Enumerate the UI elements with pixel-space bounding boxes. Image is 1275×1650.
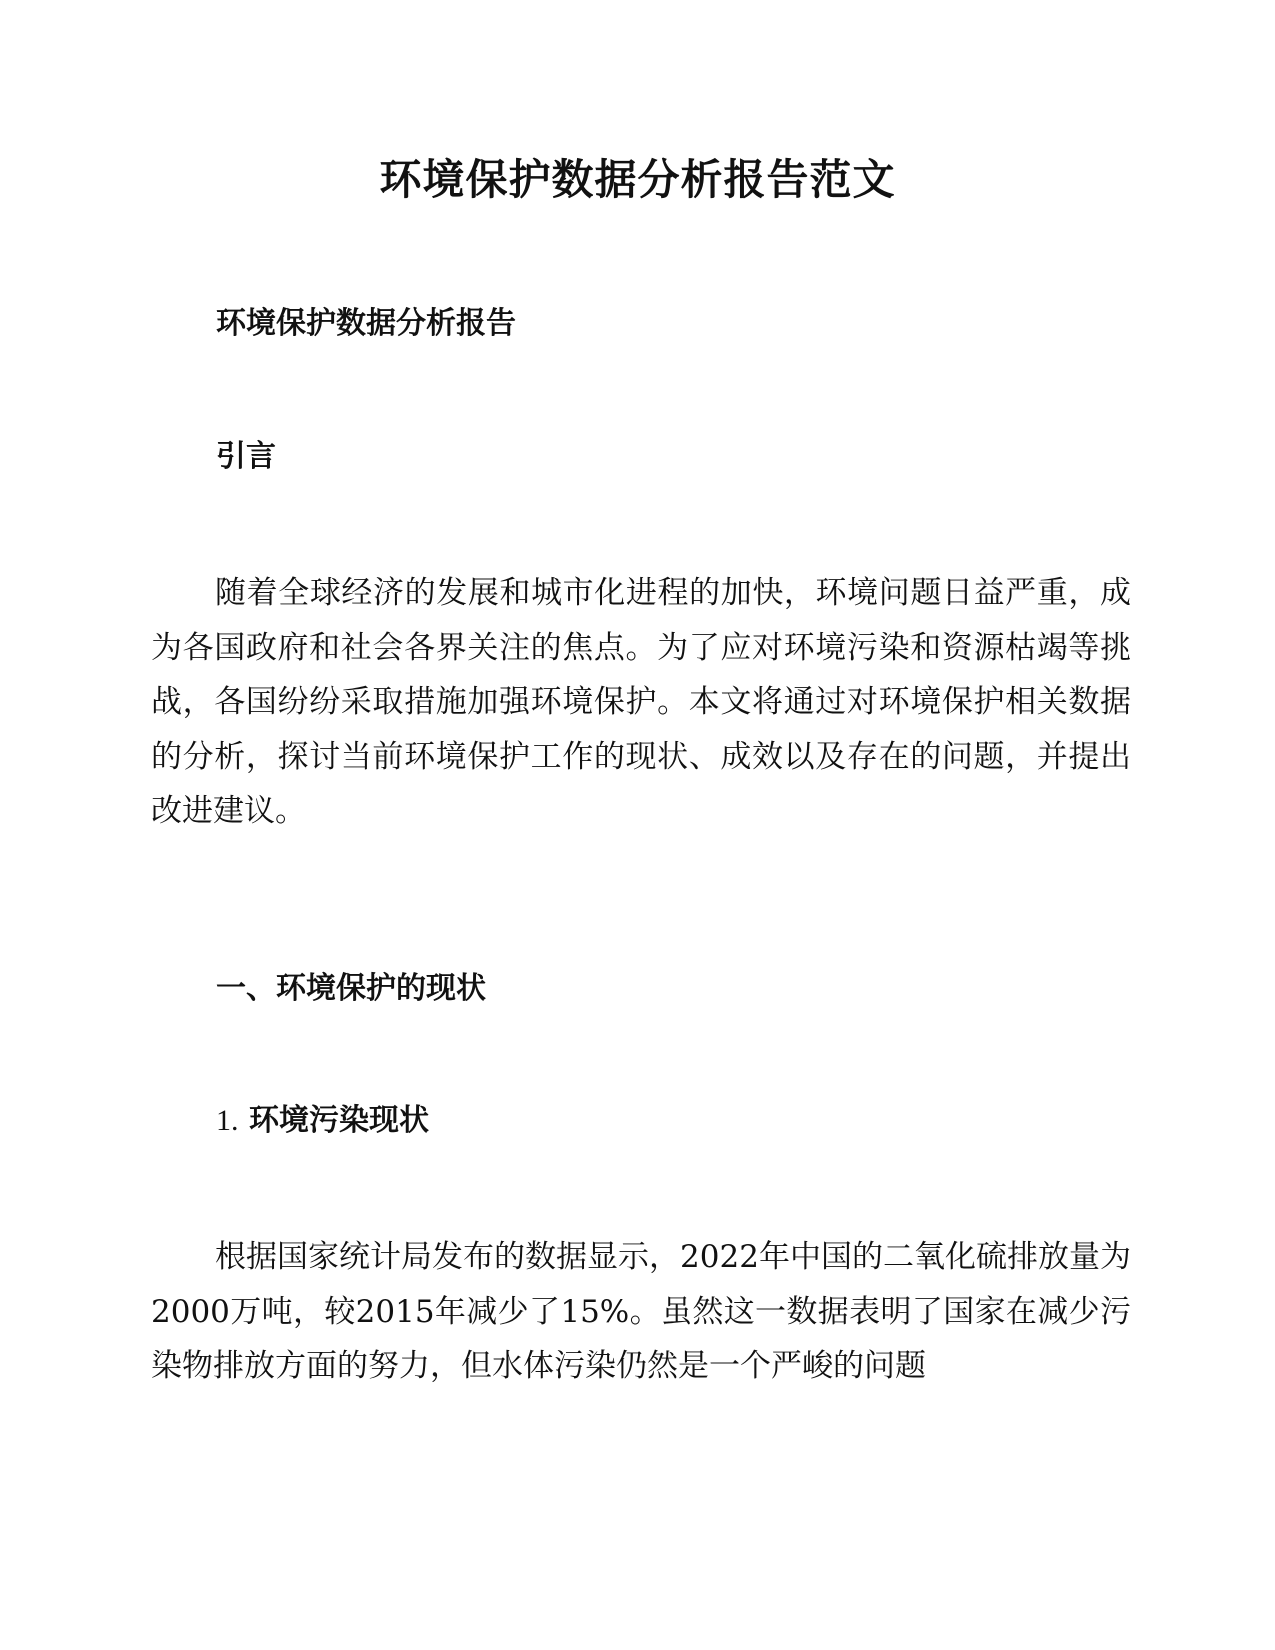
subsection-heading-pollution (216, 1101, 429, 1141)
subsection-heading-text: 环境污染现状 (248, 1103, 429, 1138)
subsection-number: 1. (216, 1104, 239, 1137)
document-title: 环境保护数据分析报告范文 (379, 155, 896, 204)
section-heading-status: 一、环境保护的现状 (216, 971, 486, 1006)
intro-heading: 引言 (216, 439, 276, 474)
intro-paragraph: 随着全球经济的发展和城市化进程的加快，环境问题日益严重，成为各国政府和社会各界关注的焦点。为了应对环境污染和资源枯竭等挑战，各国纷纷采取措施加强环境保护。本文将通过对环境保护相关数据的分析，探讨当前环境保护工作的现状、成效以及存在的问题，并提出改进建议。 (151, 575, 1131, 829)
report-subtitle: 环境保护数据分析报告 (216, 306, 516, 341)
pollution-data-paragraph: 根据国家统计局发布的数据显示，2022年中国的二氧化硫排放量为2000万吨，较2015年减少了15%。虽然这一数据表明了国家在减少污染物排放方面的努力，但水体污染仍然是一个严峻的问题 (151, 1239, 1131, 1384)
